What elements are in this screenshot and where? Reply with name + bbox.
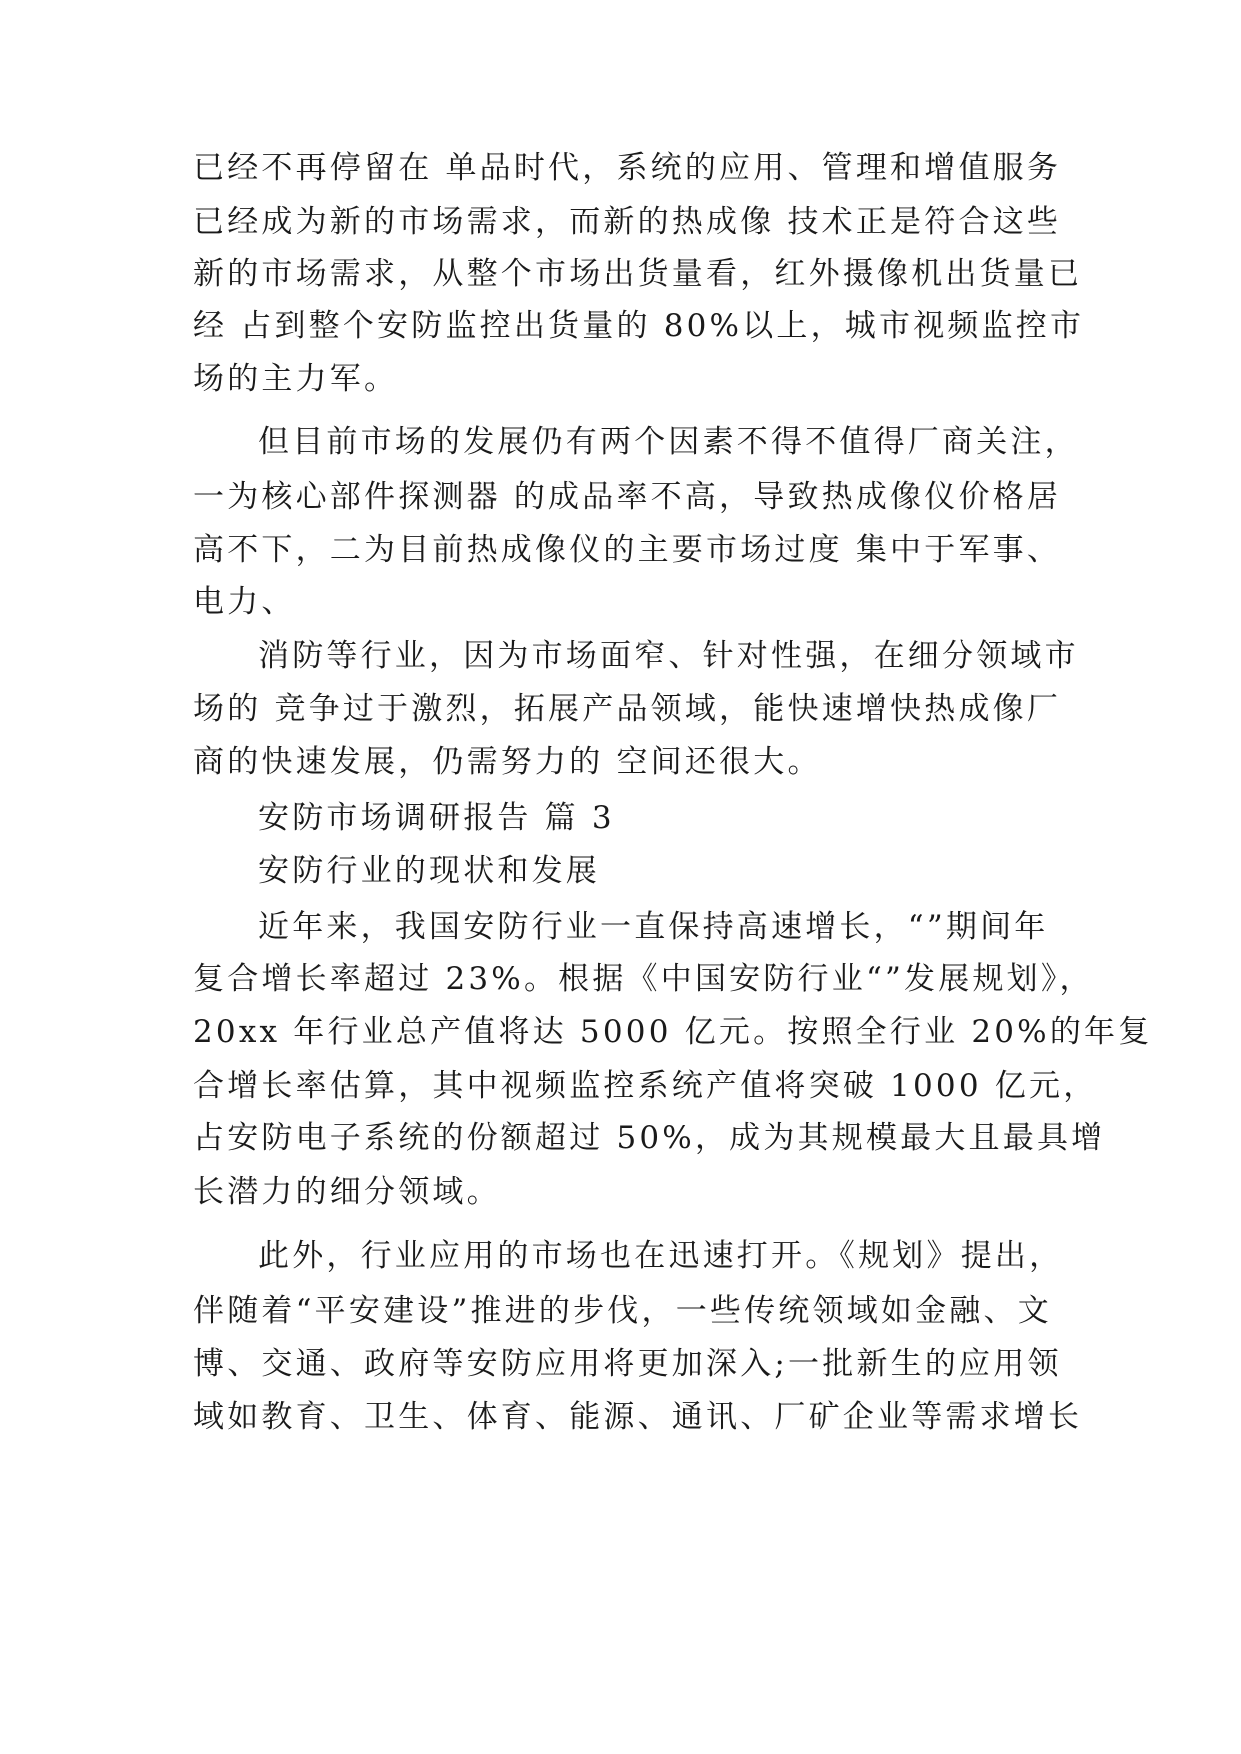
text-line: 电力、 — [193, 584, 296, 620]
text-line: 占安防电子系统的份额超过 50%，成为其规模最大且最具增 — [193, 1120, 1106, 1156]
text-line: 商的快速发展，仍需努力的 空间还很大。 — [193, 744, 822, 780]
text-line: 场的主力军。 — [193, 361, 399, 397]
text-line: 场的 竞争过于激烈，拓展产品领域，能快速增快热成像厂 — [193, 691, 1062, 727]
text-line: 合增长率估算，其中视频监控系统产值将突破 1000 亿元， — [193, 1068, 1098, 1104]
text-line: 新的市场需求，从整个市场出货量看，红外摄像机出货量已 — [193, 256, 1083, 292]
section-heading: 安防市场调研报告 篇 3 — [258, 800, 615, 836]
text-line: 此外，行业应用的市场也在迅速打开。《规划》提出， — [258, 1238, 1064, 1274]
text-line: 伴随着“平安建设”推进的步伐，一些传统领域如金融、文 — [193, 1293, 1052, 1329]
text-line: 已经不再停留在 单品时代，系统的应用、管理和增值服务 — [193, 150, 1062, 186]
text-line: 高不下，二为目前热成像仪的主要市场过度 集中于军事、 — [193, 532, 1062, 568]
text-line: 长潜力的细分领域。 — [193, 1174, 501, 1210]
text-line: 一为核心部件探测器 的成品率不高，导致热成像仪价格居 — [193, 479, 1062, 515]
text-line: 经 占到整个安防监控出货量的 80%以上，城市视频监控市 — [193, 308, 1085, 344]
text-line: 博、交通、政府等安防应用将更加深入;一批新生的应用领 — [193, 1346, 1062, 1382]
text-line: 但目前市场的发展仍有两个因素不得不值得厂商关注， — [258, 424, 1079, 460]
text-line: 消防等行业，因为市场面窄、针对性强，在细分领域市 — [258, 638, 1079, 674]
text-line: 域如教育、卫生、体育、能源、通讯、厂矿企业等需求增长 — [193, 1399, 1083, 1435]
section-subheading: 安防行业的现状和发展 — [258, 853, 600, 889]
text-line: 近年来，我国安防行业一直保持高速增长，“”期间年 — [258, 909, 1049, 945]
text-line: 已经成为新的市场需求，而新的热成像 技术正是符合这些 — [193, 204, 1062, 240]
text-line: 复合增长率超过 23%。根据《中国安防行业“”发展规划》， — [193, 961, 1094, 997]
text-line: 20xx 年行业总产值将达 5000 亿元。按照全行业 20%的年复 — [193, 1014, 1153, 1050]
